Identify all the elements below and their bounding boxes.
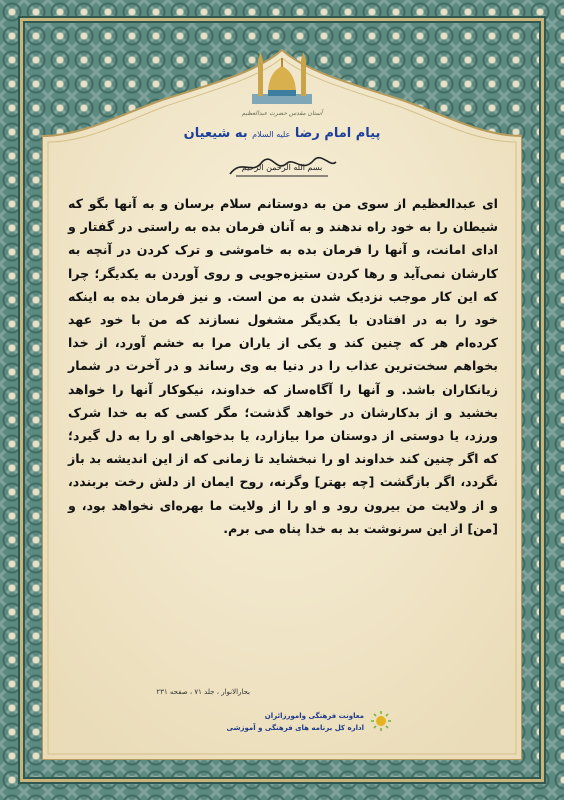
parchment-panel bbox=[42, 44, 522, 760]
org-name-line1: معاونت فرهنگی وامورزائران bbox=[264, 712, 364, 720]
org-name-line2: اداره کل برنامه های فرهنگی و آموزشی bbox=[226, 724, 364, 732]
basmala-calligraphy bbox=[222, 148, 342, 184]
sun-logo-icon bbox=[370, 710, 392, 732]
shrine-caption: آستان مقدس حضرت عبدالعظیم bbox=[241, 110, 323, 117]
title-honorific: علیه السلام bbox=[252, 130, 291, 139]
title-main: پیام امام رضا bbox=[294, 126, 381, 141]
page-title bbox=[42, 126, 522, 141]
message-body: ای عبدالعظیم از سوی من به دوستانم سلام برسان و به آنها بگو که شیطان را به خود راه ندهند و به آنان فرمان بده به راستی در گفتار و ادای امانت، و آنها را فرمان بده به خاموشی و ترک کردن در آنچه به کارشان نمی‌آید و رها کردن ستیزه‌جویی و روی آوردن به یکدیگر؛ چرا که این کار موجب نزدیک شدن به من است. و نیز فرمان بده به اینکه خود را به در افتادن با یکدیگر مشغول نسازند که من با خود عهد کرده‌ام هر که چنین کند و یکی از یاران مرا به خشم آورد، از خدا بخواهم سخت‌ترین عذاب را در دنیا به وی رساند و در آخرت در شمار زیانکاران باشد. و آنها را آگاه‌ساز که خداوند، نیکوکار آنها را خواهد بخشید و از بدکارشان در خواهد گذشت؛ مگر کسی که به خدا شرک ورزد، یا دوستی از دوستان مرا بیازارد، یا بدخواهی او را به دل گیرد؛ که اگر چنین کند خداوند او را نبخشاید تا زمانی که از این اندیشه بد باز نگردد، اگر بازگشت [چه بهتر] وگرنه، روح ایمان از دلش رخت بربندد، و از ولایت من بیرون رود و او را از ولایت ما بهره‌ای نخواهد بود، و [من] از این سرنوشت بد به خدا پناه می برم. bbox=[68, 196, 498, 536]
shrine-dome-icon bbox=[250, 50, 314, 108]
organization-block bbox=[192, 708, 392, 742]
basmala-text: بسم الله الرحمن الرحیم bbox=[241, 163, 323, 172]
source-citation: بحارالانوار ، جلد ۷۱ ، صفحه ۲۳۱ bbox=[156, 688, 250, 696]
title-end: به شیعیان bbox=[183, 126, 248, 141]
